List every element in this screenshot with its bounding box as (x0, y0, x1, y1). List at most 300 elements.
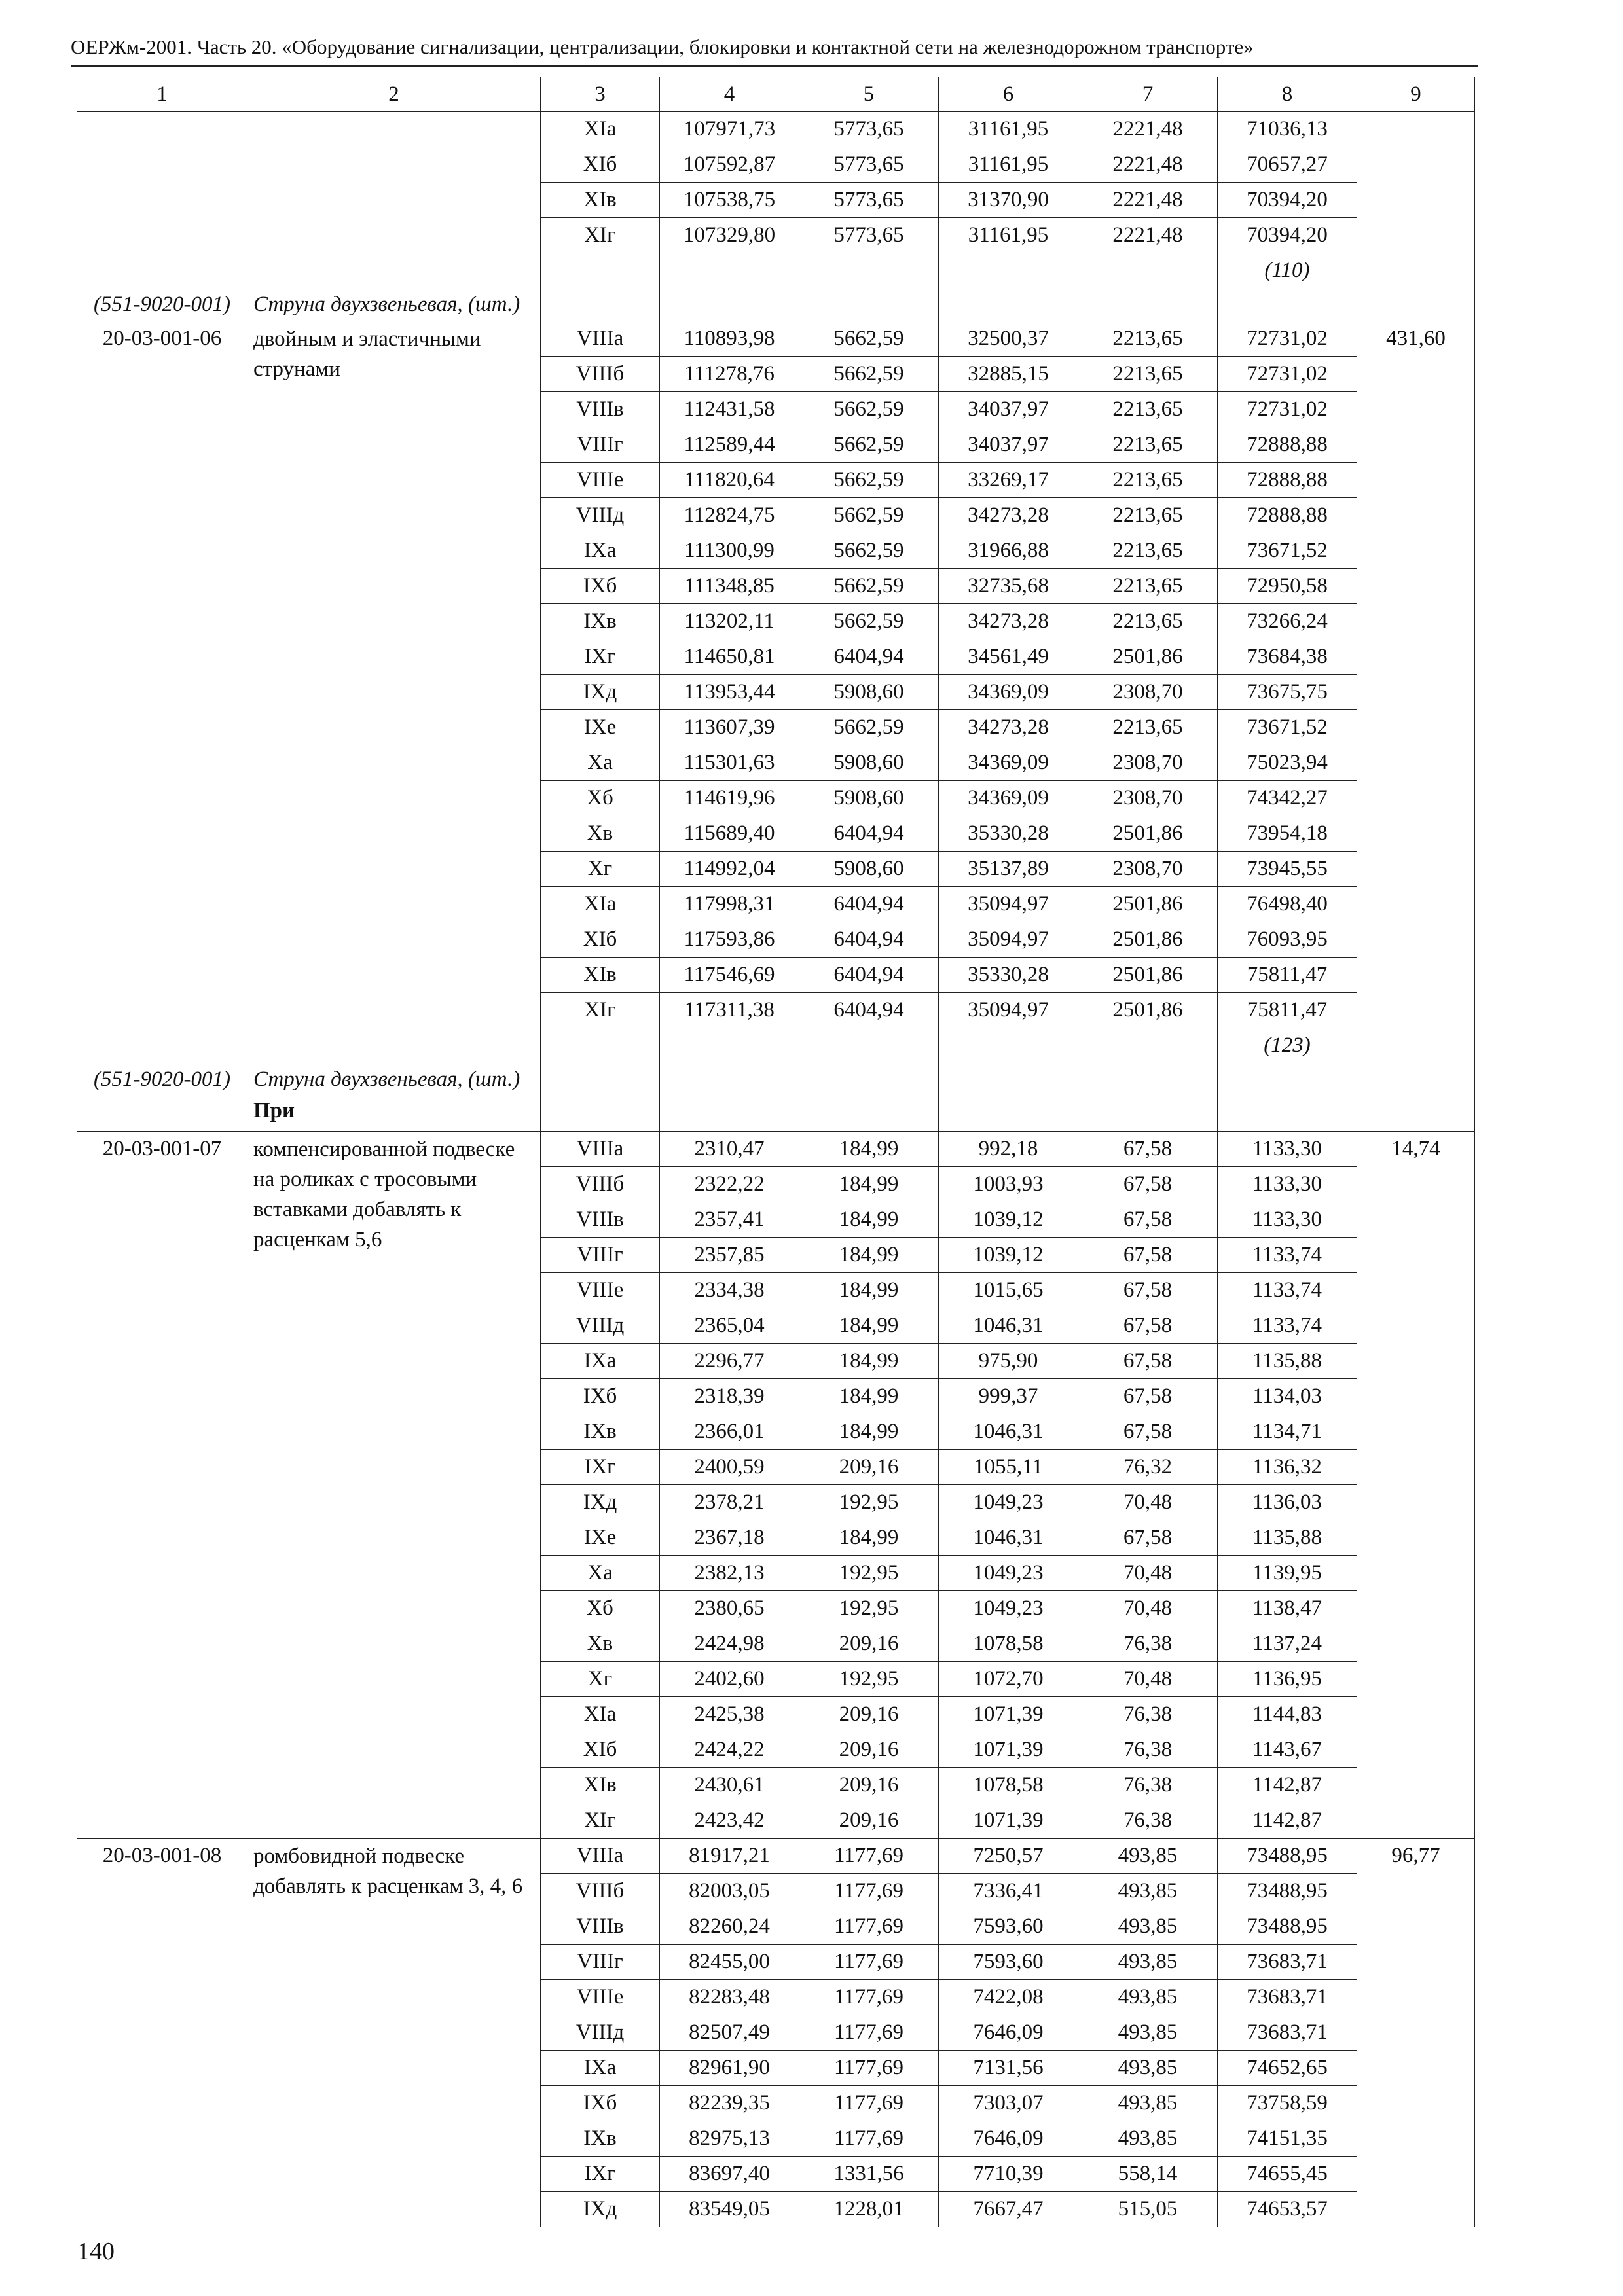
material-quantity: (123) (1218, 1028, 1357, 1096)
table-cell: 110893,98 (660, 321, 799, 357)
table-cell: 76,38 (1078, 1626, 1218, 1662)
column-number: 3 (541, 77, 660, 112)
table-cell: Xб (541, 781, 660, 816)
table-cell: 2424,22 (660, 1732, 799, 1768)
table-cell: 67,58 (1078, 1132, 1218, 1167)
table-cell: 2501,86 (1078, 887, 1218, 922)
table-cell: 7646,09 (939, 2121, 1078, 2157)
table-cell: 35137,89 (939, 852, 1078, 887)
table-cell: 6404,94 (799, 639, 939, 675)
table-cell: 2400,59 (660, 1450, 799, 1485)
table-cell: 31161,95 (939, 147, 1078, 183)
table-cell: 1015,65 (939, 1273, 1078, 1308)
table-cell: VIIIа (541, 1839, 660, 1874)
code-cell (77, 321, 247, 1096)
table-cell: 7667,47 (939, 2192, 1078, 2227)
table-cell: 2296,77 (660, 1344, 799, 1379)
table-cell: 34369,09 (939, 781, 1078, 816)
table-cell: VIIIе (541, 1273, 660, 1308)
table-cell: 1039,12 (939, 1238, 1078, 1273)
table-cell: 107971,73 (660, 112, 799, 147)
table-cell: 72731,02 (1218, 357, 1357, 392)
table-cell: 2501,86 (1078, 993, 1218, 1028)
table-cell: VIIIд (541, 1308, 660, 1344)
table-cell: 33269,17 (939, 463, 1078, 498)
rate-description: двойным и эластичными струнами (253, 327, 481, 381)
material-empty-cell (1078, 1028, 1218, 1096)
table-cell: VIIIд (541, 2015, 660, 2051)
col9-cell (1357, 321, 1475, 1096)
table-cell: 5662,59 (799, 710, 939, 745)
table-cell: 34369,09 (939, 675, 1078, 710)
table-cell: 107592,87 (660, 147, 799, 183)
table-cell: 1137,24 (1218, 1626, 1357, 1662)
table-cell: 6404,94 (799, 993, 939, 1028)
table-cell: 1177,69 (799, 1839, 939, 1874)
table-cell: 7593,60 (939, 1909, 1078, 1945)
table-cell: 72950,58 (1218, 569, 1357, 604)
table-cell: 70,48 (1078, 1662, 1218, 1697)
table-cell: 2425,38 (660, 1697, 799, 1732)
table-cell: 111820,64 (660, 463, 799, 498)
material-code: (551-9020-001) (94, 293, 230, 316)
material-empty-cell (660, 1028, 799, 1096)
table-cell: 5662,59 (799, 604, 939, 639)
table-cell: 35094,97 (939, 922, 1078, 958)
table-cell: VIIIе (541, 1980, 660, 2015)
column-number: 9 (1357, 77, 1475, 112)
table-cell: 1049,23 (939, 1556, 1078, 1591)
section-empty-cell (1078, 1096, 1218, 1132)
table-cell: 5662,59 (799, 569, 939, 604)
table-cell: 76,32 (1078, 1450, 1218, 1485)
table-cell: 7593,60 (939, 1945, 1078, 1980)
table-cell: 35330,28 (939, 816, 1078, 852)
table-cell: 2308,70 (1078, 852, 1218, 887)
code-cell (77, 112, 247, 321)
table-cell: 67,58 (1078, 1379, 1218, 1414)
section-empty-cell (660, 1096, 799, 1132)
table-cell: 2310,47 (660, 1132, 799, 1167)
table-cell: 73671,52 (1218, 533, 1357, 569)
table-cell: 73945,55 (1218, 852, 1357, 887)
table-cell: 2334,38 (660, 1273, 799, 1308)
table-cell: 70,48 (1078, 1485, 1218, 1520)
table-cell: 1177,69 (799, 1945, 939, 1980)
table-cell: 2221,48 (1078, 147, 1218, 183)
table-cell: VIIIв (541, 392, 660, 427)
table-cell: 1134,71 (1218, 1414, 1357, 1450)
table-cell: 999,37 (939, 1379, 1078, 1414)
table-cell: 209,16 (799, 1450, 939, 1485)
table-cell: VIIIв (541, 1202, 660, 1238)
table-cell: 34037,97 (939, 392, 1078, 427)
table-cell: 1177,69 (799, 1874, 939, 1909)
table-cell: 74342,27 (1218, 781, 1357, 816)
table-cell: 6404,94 (799, 816, 939, 852)
column-number: 6 (939, 77, 1078, 112)
table-cell: 2213,65 (1078, 604, 1218, 639)
table-cell: 1135,88 (1218, 1520, 1357, 1556)
table-cell: 2213,65 (1078, 321, 1218, 357)
rate-description: компенсированной подвеске на роликах с тросовыми вставками добавлять к расценкам 5,6 (253, 1138, 515, 1251)
table-cell: XIб (541, 922, 660, 958)
table-cell: 82239,35 (660, 2086, 799, 2121)
table-cell: 35094,97 (939, 993, 1078, 1028)
table-cell: 2402,60 (660, 1662, 799, 1697)
table-cell: 1142,87 (1218, 1803, 1357, 1839)
table-cell: 5662,59 (799, 533, 939, 569)
material-empty-cell (541, 1028, 660, 1096)
table-cell: 1135,88 (1218, 1344, 1357, 1379)
table-cell: 83697,40 (660, 2157, 799, 2192)
table-cell: 6404,94 (799, 922, 939, 958)
section-heading: При (247, 1096, 541, 1132)
table-cell: 2367,18 (660, 1520, 799, 1556)
table-cell: 2318,39 (660, 1379, 799, 1414)
table-cell: Xа (541, 1556, 660, 1591)
table-cell: 5908,60 (799, 745, 939, 781)
table-cell: 2424,98 (660, 1626, 799, 1662)
table-cell: 73488,95 (1218, 1839, 1357, 1874)
table-cell: XIа (541, 887, 660, 922)
table-cell: 1039,12 (939, 1202, 1078, 1238)
table-cell: 5662,59 (799, 392, 939, 427)
table-cell: 493,85 (1078, 1839, 1218, 1874)
table-cell: 2308,70 (1078, 781, 1218, 816)
table-cell: 115689,40 (660, 816, 799, 852)
table-cell: 1078,58 (939, 1768, 1078, 1803)
table-cell: 1177,69 (799, 1909, 939, 1945)
table-cell: 73488,95 (1218, 1874, 1357, 1909)
material-empty-cell (939, 253, 1078, 321)
table-cell: 184,99 (799, 1202, 939, 1238)
table-cell: 111278,76 (660, 357, 799, 392)
table-cell: VIIIб (541, 1167, 660, 1202)
table-cell: 70394,20 (1218, 218, 1357, 253)
table-cell: 1003,93 (939, 1167, 1078, 1202)
table-cell: 2221,48 (1078, 218, 1218, 253)
table-cell: XIб (541, 147, 660, 183)
table-cell: 67,58 (1078, 1344, 1218, 1379)
material-empty-cell (799, 1028, 939, 1096)
table-cell: 75811,47 (1218, 958, 1357, 993)
table-cell: 5773,65 (799, 218, 939, 253)
table-cell: 73954,18 (1218, 816, 1357, 852)
table-cell: 5773,65 (799, 183, 939, 218)
header-rule (71, 65, 1478, 67)
table-cell: 1133,74 (1218, 1308, 1357, 1344)
table-cell: 2213,65 (1078, 710, 1218, 745)
table-cell: 209,16 (799, 1732, 939, 1768)
table-cell: 74655,45 (1218, 2157, 1357, 2192)
material-empty-cell (799, 253, 939, 321)
table-cell: 32500,37 (939, 321, 1078, 357)
table-cell: 113607,39 (660, 710, 799, 745)
col9-cell (1357, 1839, 1475, 2227)
table-cell: 209,16 (799, 1803, 939, 1839)
table-row (77, 1839, 1475, 1874)
table-cell: 192,95 (799, 1662, 939, 1697)
column-number: 4 (660, 77, 799, 112)
table-cell: 1331,56 (799, 2157, 939, 2192)
table-cell: 73684,38 (1218, 639, 1357, 675)
table-cell: 31161,95 (939, 112, 1078, 147)
table-cell: 75023,94 (1218, 745, 1357, 781)
column-number: 8 (1218, 77, 1357, 112)
table-cell: IXд (541, 1485, 660, 1520)
table-cell: 992,18 (939, 1132, 1078, 1167)
rate-code: 20-03-001-08 (102, 1844, 222, 1867)
table-cell: VIIIв (541, 1909, 660, 1945)
table-cell: 67,58 (1078, 1238, 1218, 1273)
table-cell: 2322,22 (660, 1167, 799, 1202)
table-cell: 67,58 (1078, 1167, 1218, 1202)
table-cell: 7710,39 (939, 2157, 1078, 2192)
rates-table (77, 77, 1475, 2227)
table-cell: IXд (541, 2192, 660, 2227)
table-cell: IXг (541, 639, 660, 675)
table-cell: 112589,44 (660, 427, 799, 463)
table-cell: 32885,15 (939, 357, 1078, 392)
description-cell (247, 1839, 541, 2227)
material-description: Струна двухзвеньевая, (шт.) (253, 293, 520, 316)
col9-value: 14,74 (1391, 1137, 1440, 1160)
table-cell: 2213,65 (1078, 533, 1218, 569)
table-cell: 1142,87 (1218, 1768, 1357, 1803)
table-cell: 5662,59 (799, 463, 939, 498)
table-cell: 2213,65 (1078, 427, 1218, 463)
table-cell: 113202,11 (660, 604, 799, 639)
table-cell: 82975,13 (660, 2121, 799, 2157)
section-row (77, 1096, 1475, 1132)
table-cell: XIа (541, 112, 660, 147)
table-cell: VIIIг (541, 1945, 660, 1980)
table-cell: XIб (541, 1732, 660, 1768)
table-cell: 493,85 (1078, 2121, 1218, 2157)
column-number: 5 (799, 77, 939, 112)
table-cell: 5662,59 (799, 498, 939, 533)
table-row (77, 321, 1475, 357)
table-cell: XIг (541, 993, 660, 1028)
table-cell: 5662,59 (799, 321, 939, 357)
table-cell: 1144,83 (1218, 1697, 1357, 1732)
table-cell: Xг (541, 1662, 660, 1697)
col9-cell (1357, 112, 1475, 321)
table-cell: 184,99 (799, 1520, 939, 1556)
table-cell: 2213,65 (1078, 569, 1218, 604)
table-cell: 71036,13 (1218, 112, 1357, 147)
table-cell: 107329,80 (660, 218, 799, 253)
table-cell: 5908,60 (799, 675, 939, 710)
table-cell: 184,99 (799, 1238, 939, 1273)
table-cell: IXв (541, 2121, 660, 2157)
table-cell: 1046,31 (939, 1308, 1078, 1344)
section-empty-cell (77, 1096, 247, 1132)
table-cell: 2221,48 (1078, 112, 1218, 147)
table-cell: 192,95 (799, 1591, 939, 1626)
column-number: 7 (1078, 77, 1218, 112)
section-empty-cell (1218, 1096, 1357, 1132)
table-cell: 31161,95 (939, 218, 1078, 253)
table-cell: 2501,86 (1078, 922, 1218, 958)
table-cell: 5662,59 (799, 357, 939, 392)
table-cell: 34273,28 (939, 710, 1078, 745)
table-cell: 1177,69 (799, 2051, 939, 2086)
table-cell: IXв (541, 604, 660, 639)
column-number: 2 (247, 77, 541, 112)
table-cell: 67,58 (1078, 1202, 1218, 1238)
table-cell: 493,85 (1078, 2086, 1218, 2121)
table-cell: 192,95 (799, 1485, 939, 1520)
table-cell: 82003,05 (660, 1874, 799, 1909)
table-cell: 35094,97 (939, 887, 1078, 922)
table-cell: 112431,58 (660, 392, 799, 427)
table-cell: 1133,30 (1218, 1202, 1357, 1238)
table-cell: 82455,00 (660, 1945, 799, 1980)
table-cell: 5773,65 (799, 147, 939, 183)
table-cell: 82961,90 (660, 2051, 799, 2086)
table-cell: 2308,70 (1078, 745, 1218, 781)
table-cell: 72888,88 (1218, 498, 1357, 533)
table-cell: 76498,40 (1218, 887, 1357, 922)
table-cell: 184,99 (799, 1308, 939, 1344)
table-cell: 82283,48 (660, 1980, 799, 2015)
rate-code: 20-03-001-07 (102, 1137, 222, 1160)
table-cell: 67,58 (1078, 1414, 1218, 1450)
table-cell: XIа (541, 1697, 660, 1732)
table-cell: 1046,31 (939, 1414, 1078, 1450)
table-cell: 2357,41 (660, 1202, 799, 1238)
table-cell: Xг (541, 852, 660, 887)
page-number: 140 (77, 2238, 115, 2265)
table-cell: 493,85 (1078, 1909, 1218, 1945)
table-cell: IXа (541, 1344, 660, 1379)
table-cell: IXе (541, 710, 660, 745)
table-cell: 111300,99 (660, 533, 799, 569)
table-cell: Xа (541, 745, 660, 781)
table-cell: 81917,21 (660, 1839, 799, 1874)
table-cell: 2357,85 (660, 1238, 799, 1273)
table-cell: 493,85 (1078, 2051, 1218, 2086)
code-cell (77, 1132, 247, 1839)
table-cell: 34273,28 (939, 604, 1078, 639)
table-cell: 72888,88 (1218, 427, 1357, 463)
table-cell: 1133,74 (1218, 1273, 1357, 1308)
table-cell: 1138,47 (1218, 1591, 1357, 1626)
table-cell: 1071,39 (939, 1697, 1078, 1732)
table-cell: 2380,65 (660, 1591, 799, 1626)
table-cell: VIIIб (541, 1874, 660, 1909)
table-cell: 70,48 (1078, 1556, 1218, 1591)
table-cell: 1134,03 (1218, 1379, 1357, 1414)
table-cell: 1136,03 (1218, 1485, 1357, 1520)
table-cell: IXд (541, 675, 660, 710)
table-cell: 2365,04 (660, 1308, 799, 1344)
table-cell: VIIIг (541, 427, 660, 463)
table-cell: 975,90 (939, 1344, 1078, 1379)
table-cell: 2501,86 (1078, 816, 1218, 852)
table-cell: 5908,60 (799, 781, 939, 816)
table-cell: Xв (541, 1626, 660, 1662)
table-cell: 73266,24 (1218, 604, 1357, 639)
table-cell: 2221,48 (1078, 183, 1218, 218)
table-cell: 1071,39 (939, 1803, 1078, 1839)
table-cell: VIIIа (541, 321, 660, 357)
table-cell: 1177,69 (799, 2086, 939, 2121)
table-cell: 184,99 (799, 1379, 939, 1414)
table-cell: 1136,95 (1218, 1662, 1357, 1697)
table-cell: 184,99 (799, 1132, 939, 1167)
table-cell: 83549,05 (660, 2192, 799, 2227)
table-cell: 493,85 (1078, 1874, 1218, 1909)
table-cell: 5773,65 (799, 112, 939, 147)
material-empty-cell (541, 253, 660, 321)
material-code: (551-9020-001) (94, 1067, 230, 1091)
material-empty-cell (660, 253, 799, 321)
table-cell: 1071,39 (939, 1732, 1078, 1768)
table-cell: 70657,27 (1218, 147, 1357, 183)
table-cell: IXб (541, 569, 660, 604)
column-number: 1 (77, 77, 247, 112)
table-cell: 73675,75 (1218, 675, 1357, 710)
table-cell: 2501,86 (1078, 639, 1218, 675)
table-cell: 2308,70 (1078, 675, 1218, 710)
table-cell: 5908,60 (799, 852, 939, 887)
table-cell: 117311,38 (660, 993, 799, 1028)
table-cell: 112824,75 (660, 498, 799, 533)
table-cell: 493,85 (1078, 1980, 1218, 2015)
material-empty-cell (939, 1028, 1078, 1096)
table-cell: 76093,95 (1218, 922, 1357, 958)
table-cell: 2366,01 (660, 1414, 799, 1450)
table-cell: 184,99 (799, 1344, 939, 1379)
col9-cell (1357, 1132, 1475, 1839)
table-cell: 111348,85 (660, 569, 799, 604)
material-empty-cell (1078, 253, 1218, 321)
table-cell: 34369,09 (939, 745, 1078, 781)
table-cell: 73488,95 (1218, 1909, 1357, 1945)
table-cell: 73758,59 (1218, 2086, 1357, 2121)
table-cell: 67,58 (1078, 1520, 1218, 1556)
table-cell: 31370,90 (939, 183, 1078, 218)
table-cell: 76,38 (1078, 1697, 1218, 1732)
table-cell: 75811,47 (1218, 993, 1357, 1028)
table-cell: 1049,23 (939, 1485, 1078, 1520)
table-cell: 74151,35 (1218, 2121, 1357, 2157)
table-cell: 82260,24 (660, 1909, 799, 1945)
table-cell: 7250,57 (939, 1839, 1078, 1874)
table-cell: Xб (541, 1591, 660, 1626)
description-cell (247, 321, 541, 1096)
table-cell: 5662,59 (799, 427, 939, 463)
table-cell: 114992,04 (660, 852, 799, 887)
table-cell: 1143,67 (1218, 1732, 1357, 1768)
table-cell: 192,95 (799, 1556, 939, 1591)
description-cell (247, 112, 541, 321)
code-cell (77, 1839, 247, 2227)
table-cell: 73683,71 (1218, 2015, 1357, 2051)
table-cell: IXв (541, 1414, 660, 1450)
table-cell: 32735,68 (939, 569, 1078, 604)
table-cell: 7422,08 (939, 1980, 1078, 2015)
table-cell: VIIIб (541, 357, 660, 392)
table-cell: 115301,63 (660, 745, 799, 781)
table-cell: IXб (541, 2086, 660, 2121)
table-cell: 107538,75 (660, 183, 799, 218)
table-cell: IXа (541, 533, 660, 569)
table-cell: 493,85 (1078, 2015, 1218, 2051)
